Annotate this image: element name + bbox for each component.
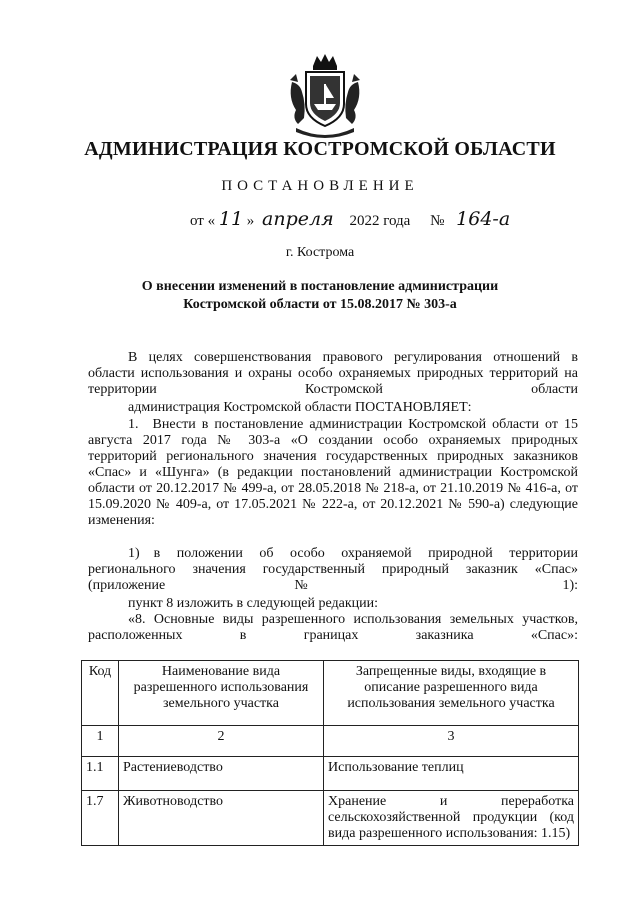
column-number: 3	[324, 726, 579, 757]
intro-paragraph: В целях совершенствования правового регулирования отношений в области использования и охраны особо охраняемых природных территорий на территории Костромской области	[88, 350, 578, 397]
date-mid: »	[246, 213, 255, 229]
organization-title: АДМИНИСТРАЦИЯ КОСТРОМСКОЙ ОБЛАСТИ	[84, 138, 556, 160]
table-row	[82, 791, 579, 846]
column-number: 1	[82, 726, 119, 757]
row-prohibited: Хранение и переработка сельскохозяйственной продукции (код вида разрешенного использования: 1.15)	[324, 791, 579, 846]
point-8-intro: пункт 8 изложить в следующей редакции:	[128, 596, 378, 611]
subject-line-1: О внесении изменений в постановление администрации	[141, 279, 499, 294]
date-line	[190, 208, 570, 230]
date-day: 11	[218, 208, 244, 230]
column-number: 2	[119, 726, 324, 757]
header-prohibited: Запрещенные виды, входящие в описание разрешенного вида использования земельного участка	[324, 661, 579, 726]
item-1-paragraph: 1. Внести в постановление администрации Костромской области от 15 августа 2017 года № 303-а «О создании особо охраняемых природных территорий регионального значения государственных природных заказников «Спас» и «Шунга» (в редакции постановлений администрации Костромской области от 20.12.2017 № 499-а, от 28.05.2018 № 218-а, от 21.10.2019 № 416-а, от 15.09.2020 № 409-а, от 17.05.2021 № 222-а, от 20.12.2021 № 590-а) следующие изменения:	[88, 417, 578, 528]
date-year: 2022 года	[349, 213, 411, 229]
coat-of-arms-icon	[286, 52, 364, 140]
number-sign: №	[430, 213, 445, 229]
land-use-table	[81, 660, 579, 846]
subject-line-2: Костромской области от 15.08.2017 № 303-а	[183, 297, 457, 312]
header-code: Код	[82, 661, 119, 726]
row-code: 1.7	[82, 791, 119, 846]
city: г. Кострома	[285, 245, 355, 260]
row-code: 1.1	[82, 757, 119, 791]
row-name: Животноводство	[119, 791, 324, 846]
point-8-text: «8. Основные виды разрешенного использования земельных участков, расположенных в границах заказника «Спас»:	[88, 612, 578, 643]
date-month: апреля	[262, 208, 334, 230]
resolves-paragraph: администрация Костромской области ПОСТАНОВЛЯЕТ:	[128, 400, 472, 415]
document-number: 164-а	[456, 208, 511, 230]
document-type: ПОСТАНОВЛЕНИЕ	[221, 178, 419, 194]
row-name: Растениеводство	[119, 757, 324, 791]
row-prohibited: Использование теплиц	[324, 757, 579, 791]
subitem-1-paragraph: 1) в положении об особо охраняемой природной территории регионального значения государственный природный заказник «Спас» (приложение № 1):	[88, 546, 578, 593]
table-header-row	[82, 661, 579, 726]
document-subject	[0, 278, 640, 314]
table-number-row	[82, 726, 579, 757]
header-name: Наименование вида разрешенного использования земельного участка	[119, 661, 324, 726]
table-row	[82, 757, 579, 791]
date-prefix: от «	[190, 213, 216, 229]
